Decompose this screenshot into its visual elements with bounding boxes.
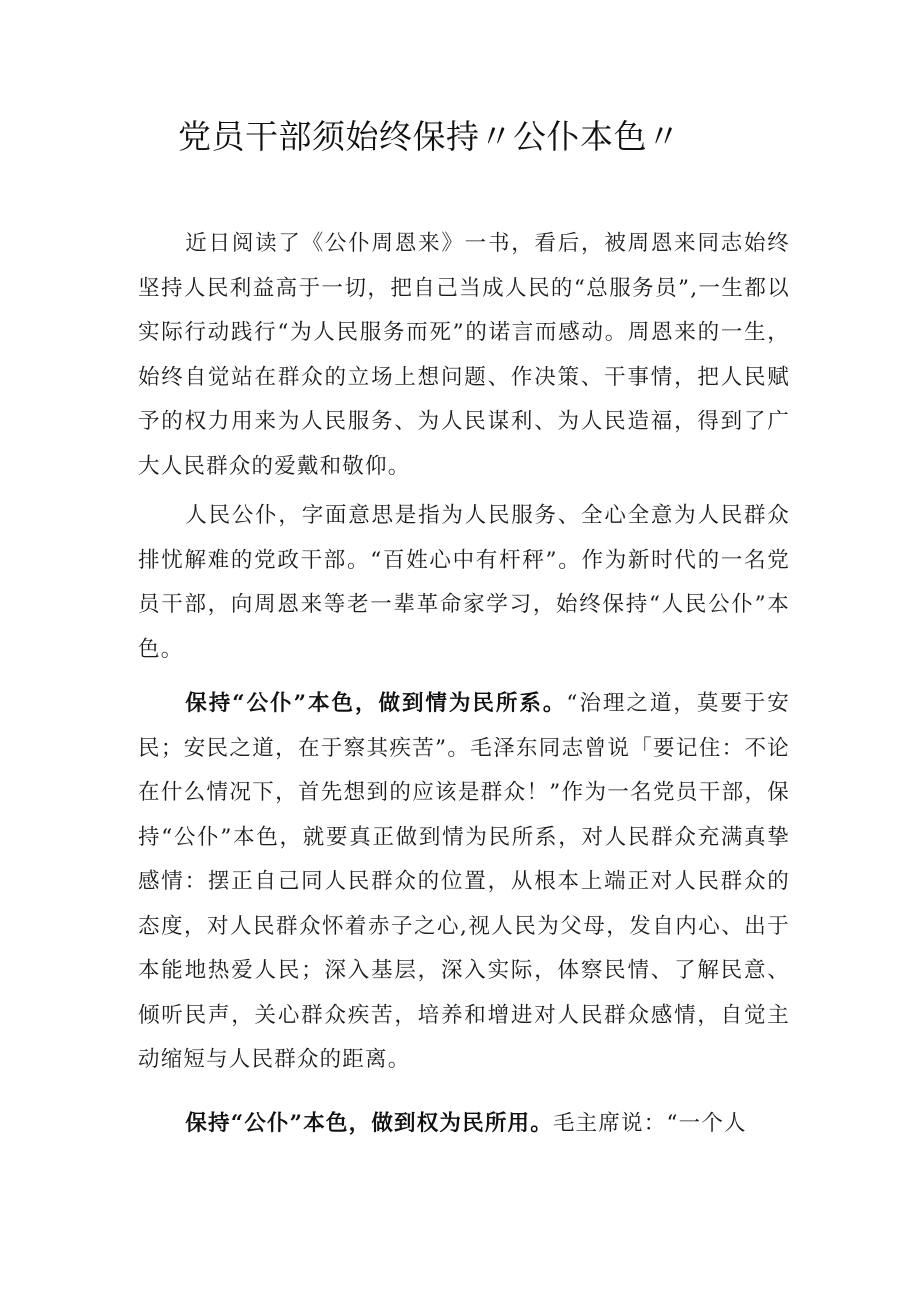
paragraph-text: 近日阅读了《公仆周恩来》一书，看后，被周恩来同志始终坚持人民利益高于一切，把自己当成人民的“总服务员”,一生都以实际行动践行“为人民服务而死”的诺言而感动。周恩来的一生，始终自觉站在群众的立场上想问题、作决策、干事情，把人民赋予的权力用来为人民服务、为人民谋利、为人民造福，得到了广大人民群众的爱戴和敬仰。 — [138, 231, 790, 479]
paragraph-section-1 — [138, 682, 790, 1083]
paragraph-body — [138, 1102, 790, 1147]
paragraph-text: 毛主席说：“一个人 — [552, 1111, 747, 1136]
section-heading: 保持“公仆”本色，做到情为民所系。 — [185, 691, 567, 716]
paragraph-text: “治理之道，莫要于安民；安民之道，在于察其疾苦”。毛泽东同志曾说「要记住：不论在什么情况下，首先想到的应该是群众！”作为一名党员干部，保持“公仆”本色，就要真正做到情为民所系，对人民群众充满真挚感情：摆正自己同人民群众的位置，从根本上端正对人民群众的态度，对人民群众怀着赤子之心,视人民为父母，发自内心、出于本能地热爱人民；深入基层，深入实际，体察民情、了解民意、倾听民声，关心群众疾苦，培养和增进对人民群众感情，自觉主动缩短与人民群众的距离。 — [138, 691, 791, 1072]
paragraph-text: 人民公仆，字面意思是指为人民服务、全心全意为人民群众排忧解难的党政干部。“百姓心中有杆秤”。作为新时代的一名党员干部，向周恩来等老一辈革命家学习，始终保持“人民公仆”本色。 — [138, 503, 790, 662]
paragraph-section-2 — [138, 1102, 790, 1147]
paragraph-body — [138, 682, 790, 1083]
section-heading: 保持“公仆”本色，做到权为民所用。 — [185, 1111, 553, 1136]
paragraph-definition — [138, 494, 790, 672]
document-title: 党员干部须始终保持〃公仆本色〃 — [178, 117, 681, 156]
paragraph-intro — [138, 222, 790, 489]
